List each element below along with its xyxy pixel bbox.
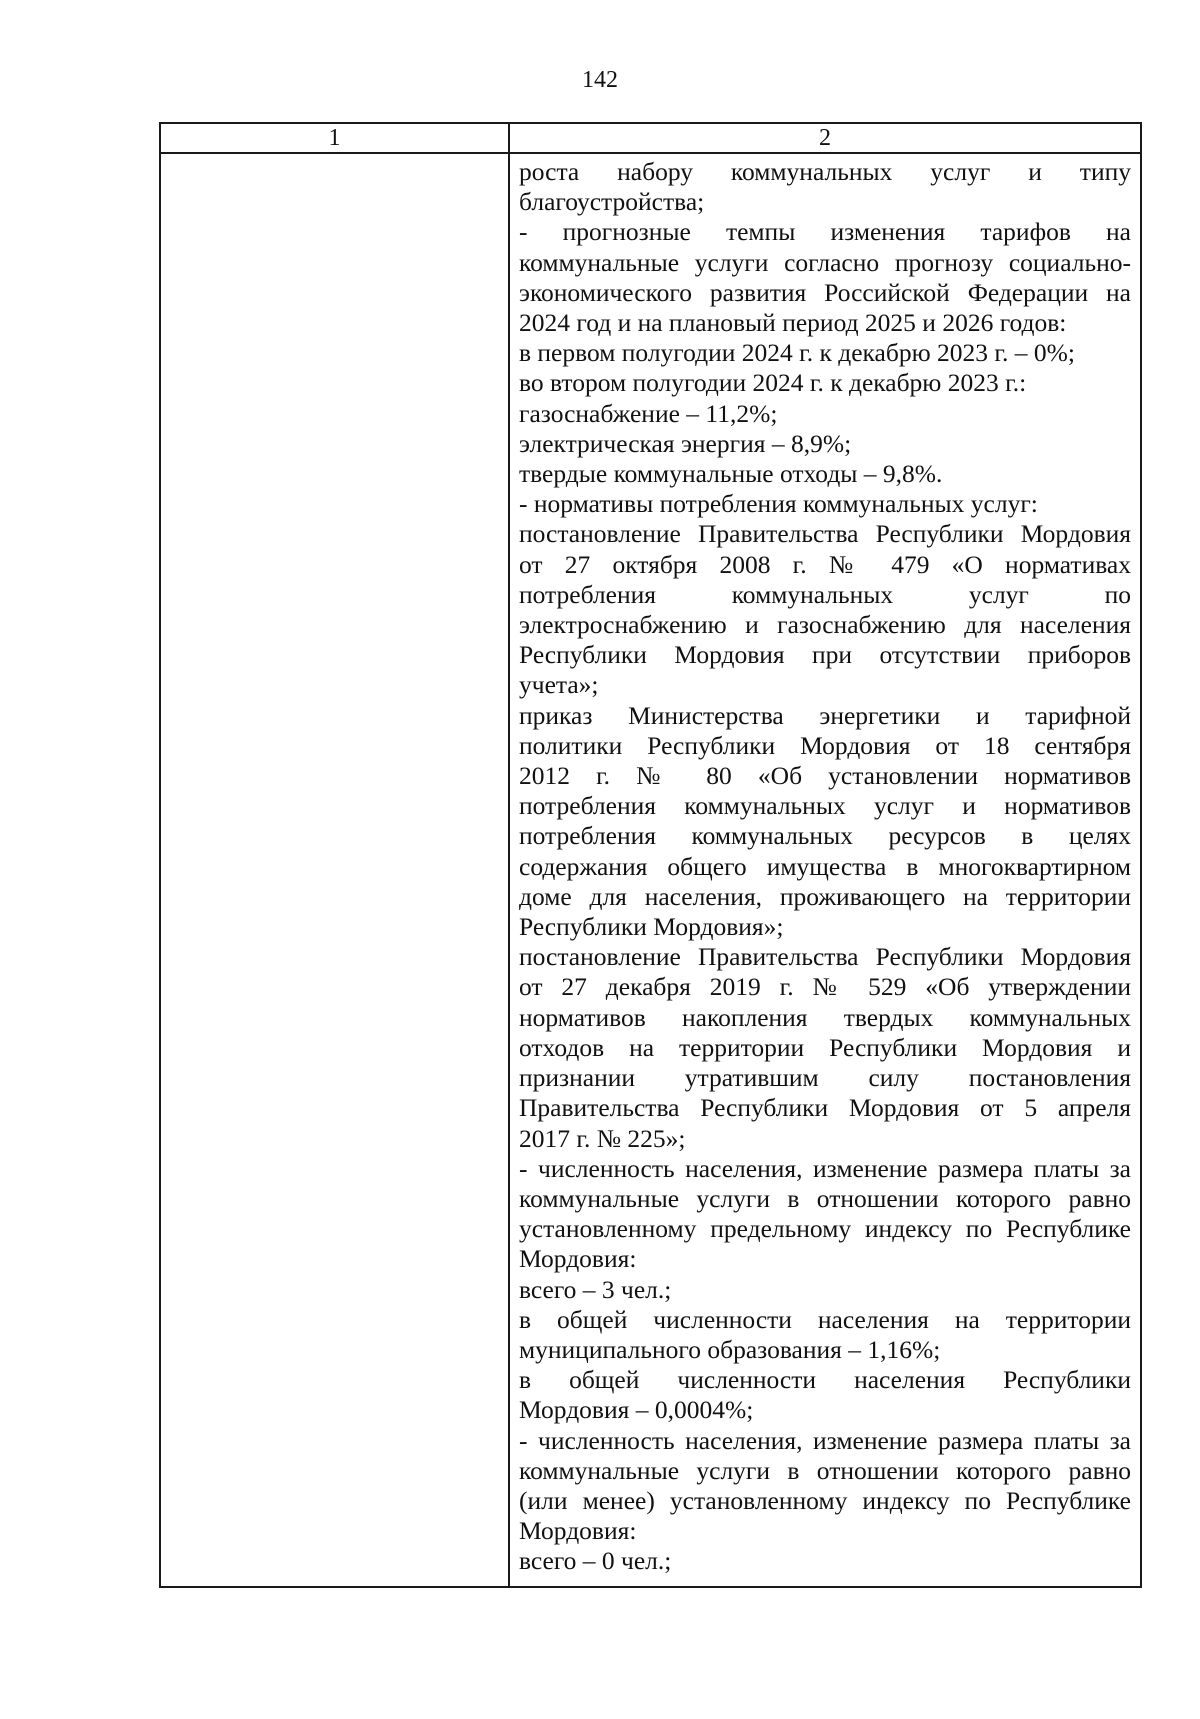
text-line: 2012 г. № 80 «Об установлении нормативов	[519, 761, 1131, 791]
text-line: (или менее) установленному индексу по Республике	[519, 1485, 1131, 1515]
text-line: Республики Мордовия»;	[519, 912, 784, 942]
text-line: электроснабжению и газоснабжению для населения	[519, 610, 1131, 640]
text-line: - нормативы потребления коммунальных услуг:	[519, 489, 1038, 519]
text-line: - численность населения, изменение размера платы за	[519, 1153, 1131, 1183]
table-header-col-1: 1	[328, 125, 341, 151]
text-line: газоснабжение – 11,2%;	[519, 398, 778, 428]
text-line: учета»;	[519, 670, 599, 700]
page-number: 142	[582, 67, 618, 93]
text-line: во втором полугодии 2024 г. к декабрю 2023 г.:	[519, 368, 1027, 398]
document-table	[159, 122, 1142, 1588]
table-header-col-2: 2	[819, 125, 831, 151]
text-line: 2017 г. № 225»;	[519, 1123, 686, 1153]
column-divider	[508, 124, 510, 1586]
text-line: в общей численности населения на территории	[519, 1304, 1131, 1334]
table-cell-col-1	[161, 154, 508, 1586]
text-line: нормативов накопления твердых коммунальных	[519, 1002, 1131, 1032]
text-line: от 27 декабря 2019 г. № 529 «Об утверждении	[519, 972, 1131, 1002]
text-line: 2024 год и на плановый период 2025 и 2026 годов:	[519, 308, 1067, 338]
text-line: установленному предельному индексу по Республике	[519, 1214, 1131, 1244]
text-line: роста набору коммунальных услуг и типу	[519, 157, 1131, 186]
text-line: всего – 3 чел.;	[519, 1274, 672, 1304]
text-line: Мордовия:	[519, 1516, 637, 1546]
text-line: доме для населения, проживающего на территории	[519, 881, 1131, 911]
text-line: Мордовия:	[519, 1244, 637, 1274]
text-line: Правительства Республики Мордовия от 5 апреля	[519, 1093, 1131, 1123]
text-line: всего – 0 чел.;	[519, 1546, 672, 1576]
text-line: постановление Правительства Республики Мордовия	[519, 519, 1131, 549]
text-line: политики Республики Мордовия от 18 сентября	[519, 730, 1131, 760]
text-line: от 27 октября 2008 г. № 479 «О нормативах	[519, 549, 1131, 579]
text-line: содержания общего имущества в многоквартирном	[519, 851, 1131, 881]
table-header-row	[161, 124, 1140, 154]
text-line: постановление Правительства Республики Мордовия	[519, 942, 1131, 972]
text-line: коммунальные услуги согласно прогнозу социально-	[519, 247, 1131, 277]
text-line: потребления коммунальных услуг и нормативов	[519, 791, 1131, 821]
text-line: в общей численности населения Республики	[519, 1365, 1131, 1395]
text-line: - численность населения, изменение размера платы за	[519, 1425, 1131, 1455]
text-line: потребления коммунальных услуг по	[519, 579, 1131, 609]
text-line: благоустройства;	[519, 187, 705, 217]
text-line: отходов на территории Республики Мордовия и	[519, 1032, 1131, 1062]
table-cell-col-2	[519, 157, 1131, 1577]
text-line: твердые коммунальные отходы – 9,8%.	[519, 459, 943, 489]
text-line: - прогнозные темпы изменения тарифов на	[519, 217, 1131, 247]
text-line: потребления коммунальных ресурсов в целях	[519, 821, 1131, 851]
text-line: в первом полугодии 2024 г. к декабрю 2023 г. – 0%;	[519, 338, 1075, 368]
text-line: коммунальные услуги в отношении которого равно	[519, 1183, 1131, 1213]
text-line: муниципального образования – 1,16%;	[519, 1334, 941, 1364]
text-line: коммунальные услуги в отношении которого равно	[519, 1455, 1131, 1485]
text-line: Республики Мордовия при отсутствии приборов	[519, 640, 1131, 670]
text-line: экономического развития Российской Федерации на	[519, 277, 1131, 307]
text-line: приказ Министерства энергетики и тарифной	[519, 700, 1131, 730]
text-line: электрическая энергия – 8,9%;	[519, 428, 852, 458]
text-line: признании утратившим силу постановления	[519, 1063, 1131, 1093]
text-line: Мордовия – 0,0004%;	[519, 1395, 754, 1425]
